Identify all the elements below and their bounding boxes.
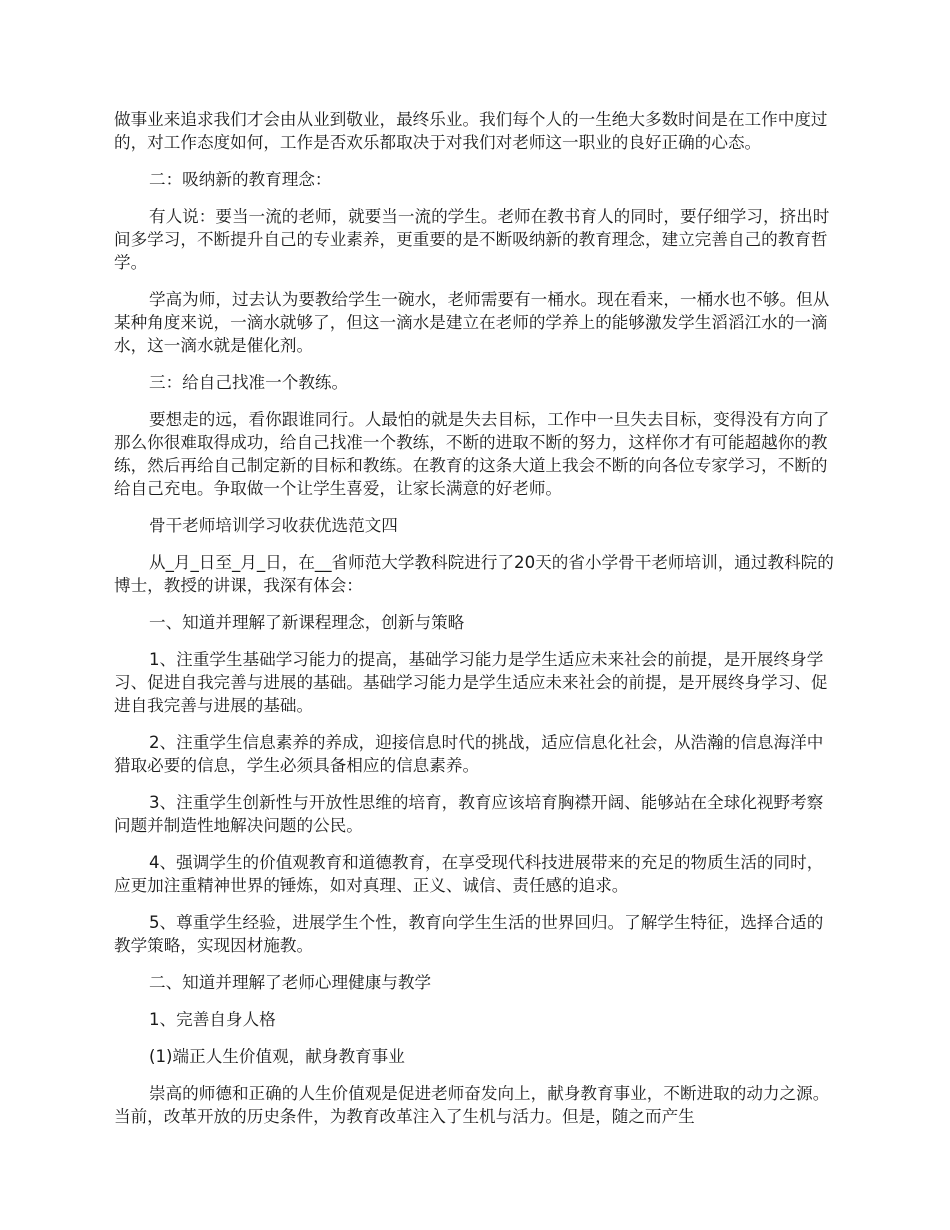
list-item-2: 2、注重学生信息素养的养成，迎接信息时代的挑战，适应信息化社会，从浩瀚的信息海洋中猎取必要的信息，学生必须具备相应的信息素养。: [114, 733, 824, 775]
paragraph-18: 崇高的师德和正确的人生价值观是促进老师奋发向上，献身教育事业，不断进取的动力之源。当前，改革开放的历史条件，为教育改革注入了生机与活力。但是，随之而产生: [114, 1084, 830, 1126]
article-title: 骨干老师培训学习收获优选范文四: [149, 516, 398, 535]
section-heading-5: 三：给自己找准一个教练。: [149, 373, 349, 392]
section-heading-2: 二：吸纳新的教育理念：: [149, 170, 332, 189]
section-heading-9: 一、知道并理解了新课程理念，创新与策略: [149, 613, 465, 632]
paragraph-4: 学高为师，过去认为要教给学生一碗水，老师需要有一桶水。现在看来，一桶水也不够。但从某种角度来说，一滴水就够了，但这一滴水是建立在老师的学养上的能够激发学生滔滔江水的一滴水，这一滴水就是催化剂。: [114, 290, 830, 355]
list-item-1: 1、注重学生基础学习能力的提高，基础学习能力是学生适应未来社会的前提，是开展终身学习、促进自我完善与进展的基础。基础学习能力是学生适应未来社会的前提，是开展终身学习、促进自我完善与进展的基础。: [114, 650, 828, 715]
list-item-3: 3、注重学生创新性与开放性思维的培育，教育应该培育胸襟开阔、能够站在全球化视野考察问题并制造性地解决问题的公民。: [114, 793, 824, 835]
subheading-17: (1)端正人生价值观，献身教育事业: [149, 1047, 405, 1066]
list-item-5: 5、尊重学生经验，进展学生个性，教育向学生生活的世界回归。了解学生特征，选择合适的教学策略，实现因材施教。: [114, 913, 824, 955]
paragraph-3: 有人说：要当一流的老师，就要当一流的学生。老师在教书育人的同时，要仔细学习，挤出时间多学习，不断提升自己的专业素养，更重要的是不断吸纳新的教育理念，建立完善自己的教育哲学。: [114, 207, 830, 272]
paragraph-8: 从_月_日至_月_日，在__省师范大学教科院进行了20天的省小学骨干老师培训，通过教科院的博士，教授的讲课，我深有体会：: [114, 553, 834, 595]
subheading-16: 1、完善自身人格: [149, 1010, 276, 1029]
list-item-4: 4、强调学生的价值观教育和道德教育，在享受现代科技进展带来的充足的物质生活的同时，应更加注重精神世界的锤炼，如对真理、正义、诚信、责任感的追求。: [114, 853, 824, 895]
paragraph-1: 做事业来追求我们才会由从业到敬业，最终乐业。我们每个人的一生绝大多数时间是在工作中度过的，对工作态度如何，工作是否欢乐都取决于对我们对老师这一职业的良好正确的心态。: [114, 110, 828, 152]
paragraph-6: 要想走的远，看你跟谁同行。人最怕的就是失去目标，工作中一旦失去目标，变得没有方向了那么你很难取得成功，给自己找准一个教练，不断的进取不断的努力，这样你才有可能超越你的教练，然后再给自己制定新的目标和教练。在教育的这条大道上我会不断的向各位专家学习，不断的给自己充电。争取做一个让学生喜爱，让家长满意的好老师。: [114, 410, 830, 498]
section-heading-15: 二、知道并理解了老师心理健康与教学: [149, 973, 432, 992]
document-page: [114, 108, 836, 1142]
